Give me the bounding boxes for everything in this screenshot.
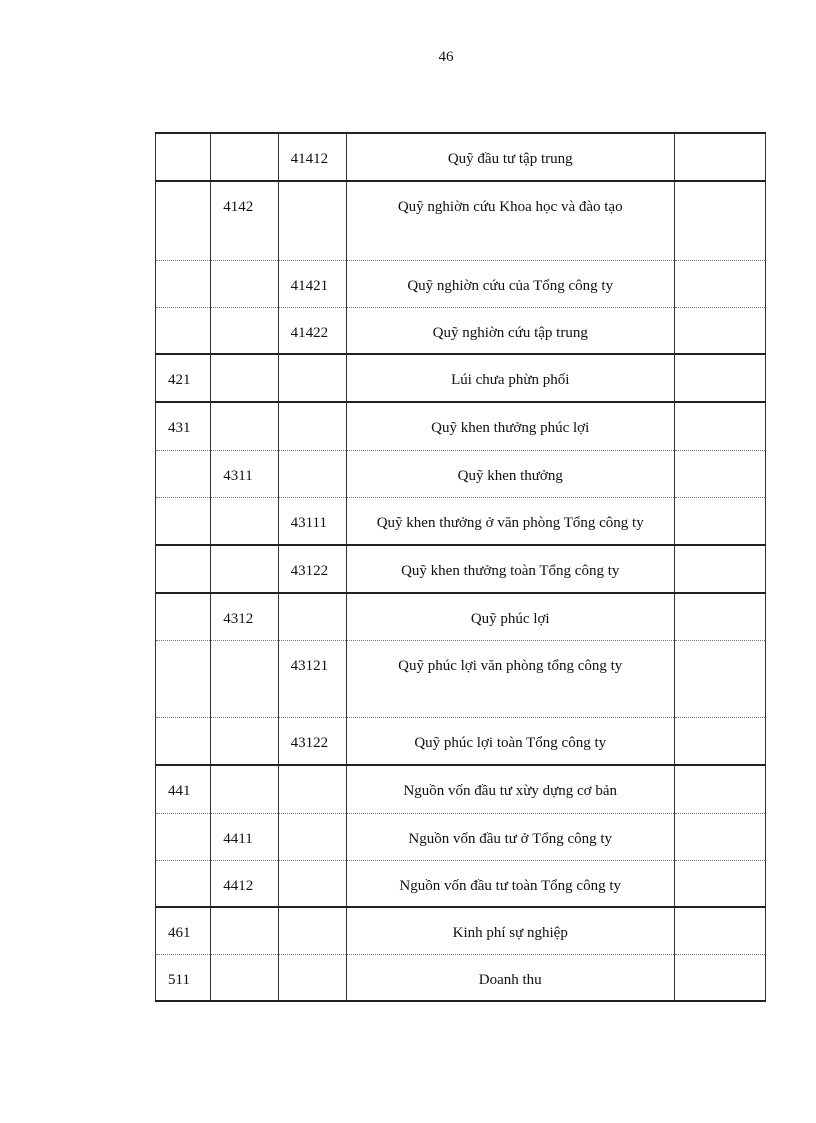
account-level1-cell [156,497,211,545]
account-level1-cell [156,640,211,717]
table-row [156,307,766,354]
account-name: Quỹ khen thưởng ở văn phòng Tổng công ty [376,514,644,531]
empty-cell [674,450,765,497]
account-level3-cell: 43122 [278,545,346,593]
account-name: Quỹ phúc lợi [470,611,550,627]
account-level2-cell [211,545,278,593]
account-level3-cell: 41421 [278,260,346,307]
account-level1-cell [156,860,211,907]
empty-cell [674,307,765,354]
table-row [156,640,766,717]
table-row [156,907,766,954]
account-level2-cell [211,354,278,402]
account-level2-cell [211,640,278,717]
empty-cell [674,640,765,717]
account-name-cell [346,813,674,860]
account-name: Lúi chưa phừn phối [451,372,570,388]
account-level3-cell: 43111 [278,497,346,545]
account-name: Quỹ nghiờn cứu của Tổng công ty [407,277,614,294]
account-name-cell [346,450,674,497]
account-level1-cell: 511 [156,954,211,1001]
account-level3-cell: 43122 [278,717,346,765]
account-name: Nguồn vốn đầu tư toàn Tổng công ty [399,877,622,894]
empty-cell [674,402,765,450]
empty-cell [674,860,765,907]
account-level2-cell: 4311 [211,450,278,497]
table-row [156,765,766,813]
table-row [156,450,766,497]
account-table-body [156,133,766,1001]
account-level2-cell [211,954,278,1001]
empty-cell [674,765,765,813]
account-name: Quỹ khen thưởng phúc lợi [431,420,590,436]
account-name-cell [346,133,674,181]
account-level1-cell [156,813,211,860]
table-row [156,354,766,402]
account-table [155,132,766,1002]
empty-cell [674,813,765,860]
account-level1-cell: 441 [156,765,211,813]
account-name-cell [346,593,674,640]
account-level1-cell: 421 [156,354,211,402]
table-row [156,497,766,545]
account-level2-cell [211,260,278,307]
empty-cell [674,545,765,593]
empty-cell [674,354,765,402]
account-name: Doanh thu [478,971,542,988]
account-level3-cell [278,593,346,640]
table-row [156,813,766,860]
empty-cell [674,133,765,181]
account-name-cell [346,765,674,813]
account-level2-cell: 4312 [211,593,278,640]
account-level3-cell [278,354,346,402]
account-level1-cell: 431 [156,402,211,450]
empty-cell [674,717,765,765]
account-level2-cell [211,717,278,765]
account-level3-cell [278,860,346,907]
account-name-cell [346,307,674,354]
account-level2-cell [211,907,278,954]
account-name: Quỹ phúc lợi toàn Tổng công ty [414,734,607,751]
account-level3-cell [278,450,346,497]
account-level1-cell: 461 [156,907,211,954]
empty-cell [674,593,765,640]
account-name: Quỹ đầu tư tập trung [447,151,573,167]
account-level1-cell [156,450,211,497]
account-level3-cell [278,954,346,1001]
account-name: Quỹ khen thưởng [457,467,563,484]
account-level3-cell [278,402,346,450]
page-number: 46 [438,49,454,65]
empty-cell [674,497,765,545]
account-level3-cell [278,813,346,860]
account-name-cell [346,640,674,717]
account-name: Quỹ khen thưởng toàn Tổng công ty [401,563,620,579]
empty-cell [674,954,765,1001]
account-level2-cell [211,497,278,545]
account-name: Nguồn vốn đầu tư ở Tổng công ty [408,830,613,847]
account-name-cell [346,545,674,593]
account-level2-cell [211,307,278,354]
account-level3-cell [278,181,346,260]
account-level1-cell [156,307,211,354]
account-name-cell [346,860,674,907]
table-row [156,860,766,907]
account-level3-cell [278,765,346,813]
account-name-cell [346,260,674,307]
account-level2-cell [211,402,278,450]
account-name-cell [346,717,674,765]
table-row [156,954,766,1001]
empty-cell [674,260,765,307]
account-level1-cell [156,593,211,640]
account-level1-cell [156,260,211,307]
account-name-cell [346,181,674,260]
account-name: Kinh phí sự nghiệp [452,925,568,941]
account-level3-cell [278,907,346,954]
account-name: Nguồn vốn đầu tư xừy dựng cơ bản [403,783,617,799]
empty-cell [674,907,765,954]
table-row [156,260,766,307]
account-name-cell [346,497,674,545]
account-level2-cell: 4411 [211,813,278,860]
account-name-cell [346,954,674,1001]
account-level2-cell: 4412 [211,860,278,907]
account-name-cell [346,402,674,450]
table-row [156,717,766,765]
table-row [156,545,766,593]
account-name-cell [346,907,674,954]
table-row [156,133,766,181]
account-level2-cell: 4142 [211,181,278,260]
account-name: Quỹ nghiờn cứu tập trung [432,324,588,341]
account-level1-cell [156,545,211,593]
account-level2-cell [211,133,278,181]
account-level3-cell: 43121 [278,640,346,717]
account-level3-cell: 41422 [278,307,346,354]
table-row [156,181,766,260]
account-level1-cell [156,133,211,181]
empty-cell [674,181,765,260]
account-level1-cell [156,181,211,260]
table-row [156,593,766,640]
account-name-cell [346,354,674,402]
account-name: Quỹ nghiờn cứu Khoa học và đào tạo [397,199,623,215]
table-row [156,402,766,450]
account-level3-cell: 41412 [278,133,346,181]
account-level1-cell [156,717,211,765]
account-name: Quỹ phúc lợi văn phòng tổng công ty [398,657,623,674]
account-level2-cell [211,765,278,813]
